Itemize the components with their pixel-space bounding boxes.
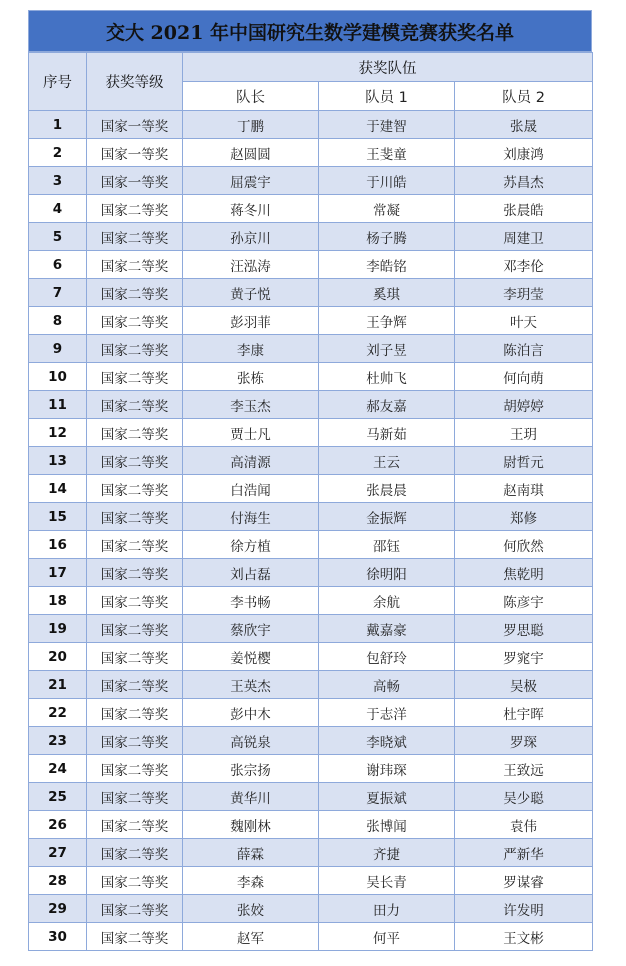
cell-member1: 奚琪	[319, 279, 455, 307]
cell-member1: 李皓铭	[319, 251, 455, 279]
cell-index: 22	[29, 699, 87, 727]
cell-member1: 夏振斌	[319, 783, 455, 811]
cell-member1: 张博闻	[319, 811, 455, 839]
col-header-team: 获奖队伍	[183, 53, 593, 82]
table-row	[29, 587, 593, 615]
table-row	[29, 895, 593, 923]
table-row	[29, 559, 593, 587]
cell-index: 6	[29, 251, 87, 279]
award-table	[28, 52, 593, 951]
table-row	[29, 111, 593, 139]
cell-index: 8	[29, 307, 87, 335]
cell-member2: 邓李伦	[455, 251, 593, 279]
cell-member2: 许发明	[455, 895, 593, 923]
cell-member2: 赵南琪	[455, 475, 593, 503]
table-row	[29, 167, 593, 195]
col-header-leader: 队长	[183, 82, 319, 111]
cell-member2: 李玥莹	[455, 279, 593, 307]
cell-leader: 白浩闻	[183, 475, 319, 503]
cell-index: 14	[29, 475, 87, 503]
cell-member1: 张晨晨	[319, 475, 455, 503]
cell-award: 国家一等奖	[87, 139, 183, 167]
cell-index: 10	[29, 363, 87, 391]
cell-member2: 王玥	[455, 419, 593, 447]
table-row	[29, 279, 593, 307]
cell-member1: 徐明阳	[319, 559, 455, 587]
table-row	[29, 139, 593, 167]
cell-member1: 吴长青	[319, 867, 455, 895]
cell-award: 国家二等奖	[87, 671, 183, 699]
cell-index: 26	[29, 811, 87, 839]
cell-member2: 罗窕宇	[455, 643, 593, 671]
cell-member2: 叶天	[455, 307, 593, 335]
cell-award: 国家二等奖	[87, 307, 183, 335]
cell-leader: 丁鹏	[183, 111, 319, 139]
cell-index: 25	[29, 783, 87, 811]
table-row	[29, 391, 593, 419]
table-row	[29, 251, 593, 279]
table-body	[29, 111, 593, 951]
cell-index: 2	[29, 139, 87, 167]
cell-member2: 郑修	[455, 503, 593, 531]
cell-member1: 谢玮琛	[319, 755, 455, 783]
cell-award: 国家二等奖	[87, 559, 183, 587]
cell-leader: 孙京川	[183, 223, 319, 251]
cell-award: 国家二等奖	[87, 923, 183, 951]
table-row	[29, 811, 593, 839]
cell-member2: 焦乾明	[455, 559, 593, 587]
table-row	[29, 419, 593, 447]
cell-index: 7	[29, 279, 87, 307]
cell-leader: 蔡欣宇	[183, 615, 319, 643]
cell-award: 国家二等奖	[87, 531, 183, 559]
cell-member1: 杨子腾	[319, 223, 455, 251]
cell-member1: 刘子昱	[319, 335, 455, 363]
cell-member1: 李晓斌	[319, 727, 455, 755]
table-row	[29, 363, 593, 391]
table-row	[29, 727, 593, 755]
cell-member2: 陈泊言	[455, 335, 593, 363]
cell-member1: 余航	[319, 587, 455, 615]
cell-leader: 姜悦樱	[183, 643, 319, 671]
cell-leader: 赵圆圆	[183, 139, 319, 167]
cell-leader: 高锐泉	[183, 727, 319, 755]
cell-award: 国家二等奖	[87, 783, 183, 811]
cell-award: 国家二等奖	[87, 279, 183, 307]
cell-member2: 张晟	[455, 111, 593, 139]
cell-member1: 金振辉	[319, 503, 455, 531]
cell-member2: 吴少聪	[455, 783, 593, 811]
cell-index: 9	[29, 335, 87, 363]
cell-index: 23	[29, 727, 87, 755]
cell-member2: 陈彦宇	[455, 587, 593, 615]
cell-index: 19	[29, 615, 87, 643]
cell-award: 国家二等奖	[87, 391, 183, 419]
cell-award: 国家二等奖	[87, 643, 183, 671]
col-header-member1: 队员 1	[319, 82, 455, 111]
cell-member1: 于川皓	[319, 167, 455, 195]
table-row	[29, 503, 593, 531]
cell-member1: 邵钰	[319, 531, 455, 559]
cell-member1: 马新茹	[319, 419, 455, 447]
cell-leader: 贾士凡	[183, 419, 319, 447]
cell-leader: 李书畅	[183, 587, 319, 615]
table-row	[29, 531, 593, 559]
cell-member2: 杜宇晖	[455, 699, 593, 727]
cell-member2: 张晨皓	[455, 195, 593, 223]
cell-index: 28	[29, 867, 87, 895]
table-row	[29, 223, 593, 251]
cell-member1: 包舒玲	[319, 643, 455, 671]
cell-leader: 彭中木	[183, 699, 319, 727]
cell-index: 21	[29, 671, 87, 699]
cell-index: 11	[29, 391, 87, 419]
cell-member1: 齐捷	[319, 839, 455, 867]
cell-member2: 何欣然	[455, 531, 593, 559]
cell-leader: 屈震宇	[183, 167, 319, 195]
cell-award: 国家一等奖	[87, 111, 183, 139]
cell-member2: 罗思聪	[455, 615, 593, 643]
cell-award: 国家二等奖	[87, 363, 183, 391]
cell-member2: 吴极	[455, 671, 593, 699]
cell-member2: 严新华	[455, 839, 593, 867]
table-row	[29, 867, 593, 895]
table-row	[29, 839, 593, 867]
table-row	[29, 923, 593, 951]
cell-member2: 何向萌	[455, 363, 593, 391]
cell-leader: 赵军	[183, 923, 319, 951]
cell-leader: 张宗扬	[183, 755, 319, 783]
cell-award: 国家二等奖	[87, 615, 183, 643]
cell-member1: 常凝	[319, 195, 455, 223]
cell-index: 4	[29, 195, 87, 223]
cell-leader: 汪泓涛	[183, 251, 319, 279]
cell-index: 17	[29, 559, 87, 587]
cell-index: 13	[29, 447, 87, 475]
table-row	[29, 699, 593, 727]
page-title: 交大 2021 年中国研究生数学建模竞赛获奖名单	[28, 10, 592, 52]
cell-index: 16	[29, 531, 87, 559]
table-row	[29, 615, 593, 643]
cell-index: 20	[29, 643, 87, 671]
cell-member1: 郝友嘉	[319, 391, 455, 419]
cell-member2: 周建卫	[455, 223, 593, 251]
table-row	[29, 643, 593, 671]
cell-award: 国家二等奖	[87, 811, 183, 839]
cell-member1: 何平	[319, 923, 455, 951]
cell-member1: 王云	[319, 447, 455, 475]
cell-leader: 薛霖	[183, 839, 319, 867]
cell-award: 国家二等奖	[87, 419, 183, 447]
cell-award: 国家二等奖	[87, 447, 183, 475]
cell-member2: 王致远	[455, 755, 593, 783]
cell-member2: 罗琛	[455, 727, 593, 755]
cell-member1: 王争辉	[319, 307, 455, 335]
cell-index: 27	[29, 839, 87, 867]
cell-member1: 于志洋	[319, 699, 455, 727]
cell-leader: 李玉杰	[183, 391, 319, 419]
cell-index: 5	[29, 223, 87, 251]
table-row	[29, 755, 593, 783]
cell-award: 国家二等奖	[87, 587, 183, 615]
cell-award: 国家二等奖	[87, 223, 183, 251]
cell-index: 29	[29, 895, 87, 923]
cell-member2: 胡婷婷	[455, 391, 593, 419]
table-row	[29, 475, 593, 503]
cell-member1: 田力	[319, 895, 455, 923]
cell-leader: 李康	[183, 335, 319, 363]
cell-member2: 尉哲元	[455, 447, 593, 475]
cell-index: 15	[29, 503, 87, 531]
cell-leader: 王英杰	[183, 671, 319, 699]
cell-leader: 魏刚林	[183, 811, 319, 839]
cell-leader: 蒋冬川	[183, 195, 319, 223]
cell-award: 国家二等奖	[87, 727, 183, 755]
col-header-award: 获奖等级	[87, 53, 183, 111]
cell-award: 国家二等奖	[87, 503, 183, 531]
cell-index: 24	[29, 755, 87, 783]
cell-award: 国家二等奖	[87, 475, 183, 503]
award-list	[28, 10, 592, 951]
cell-leader: 付海生	[183, 503, 319, 531]
table-row	[29, 447, 593, 475]
cell-leader: 黄子悦	[183, 279, 319, 307]
table-row	[29, 783, 593, 811]
cell-index: 30	[29, 923, 87, 951]
cell-index: 3	[29, 167, 87, 195]
cell-award: 国家二等奖	[87, 335, 183, 363]
cell-leader: 刘占磊	[183, 559, 319, 587]
col-header-member2: 队员 2	[455, 82, 593, 111]
col-header-index: 序号	[29, 53, 87, 111]
cell-member2: 袁伟	[455, 811, 593, 839]
cell-member1: 戴嘉豪	[319, 615, 455, 643]
cell-member2: 苏昌杰	[455, 167, 593, 195]
cell-award: 国家二等奖	[87, 839, 183, 867]
cell-index: 1	[29, 111, 87, 139]
cell-leader: 李森	[183, 867, 319, 895]
cell-leader: 徐方植	[183, 531, 319, 559]
cell-member1: 杜帅飞	[319, 363, 455, 391]
cell-award: 国家二等奖	[87, 755, 183, 783]
cell-award: 国家二等奖	[87, 195, 183, 223]
cell-award: 国家二等奖	[87, 867, 183, 895]
cell-award: 国家二等奖	[87, 251, 183, 279]
cell-index: 18	[29, 587, 87, 615]
cell-member2: 王文彬	[455, 923, 593, 951]
cell-member1: 王斐童	[319, 139, 455, 167]
cell-member2: 刘康鸿	[455, 139, 593, 167]
table-row	[29, 307, 593, 335]
table-row	[29, 335, 593, 363]
cell-index: 12	[29, 419, 87, 447]
cell-leader: 彭羽菲	[183, 307, 319, 335]
cell-award: 国家一等奖	[87, 167, 183, 195]
table-row	[29, 195, 593, 223]
cell-leader: 张姣	[183, 895, 319, 923]
cell-leader: 高清源	[183, 447, 319, 475]
table-row	[29, 671, 593, 699]
cell-member1: 高畅	[319, 671, 455, 699]
cell-member1: 于建智	[319, 111, 455, 139]
cell-award: 国家二等奖	[87, 699, 183, 727]
cell-leader: 黄华川	[183, 783, 319, 811]
cell-member2: 罗谋睿	[455, 867, 593, 895]
cell-award: 国家二等奖	[87, 895, 183, 923]
cell-leader: 张栋	[183, 363, 319, 391]
